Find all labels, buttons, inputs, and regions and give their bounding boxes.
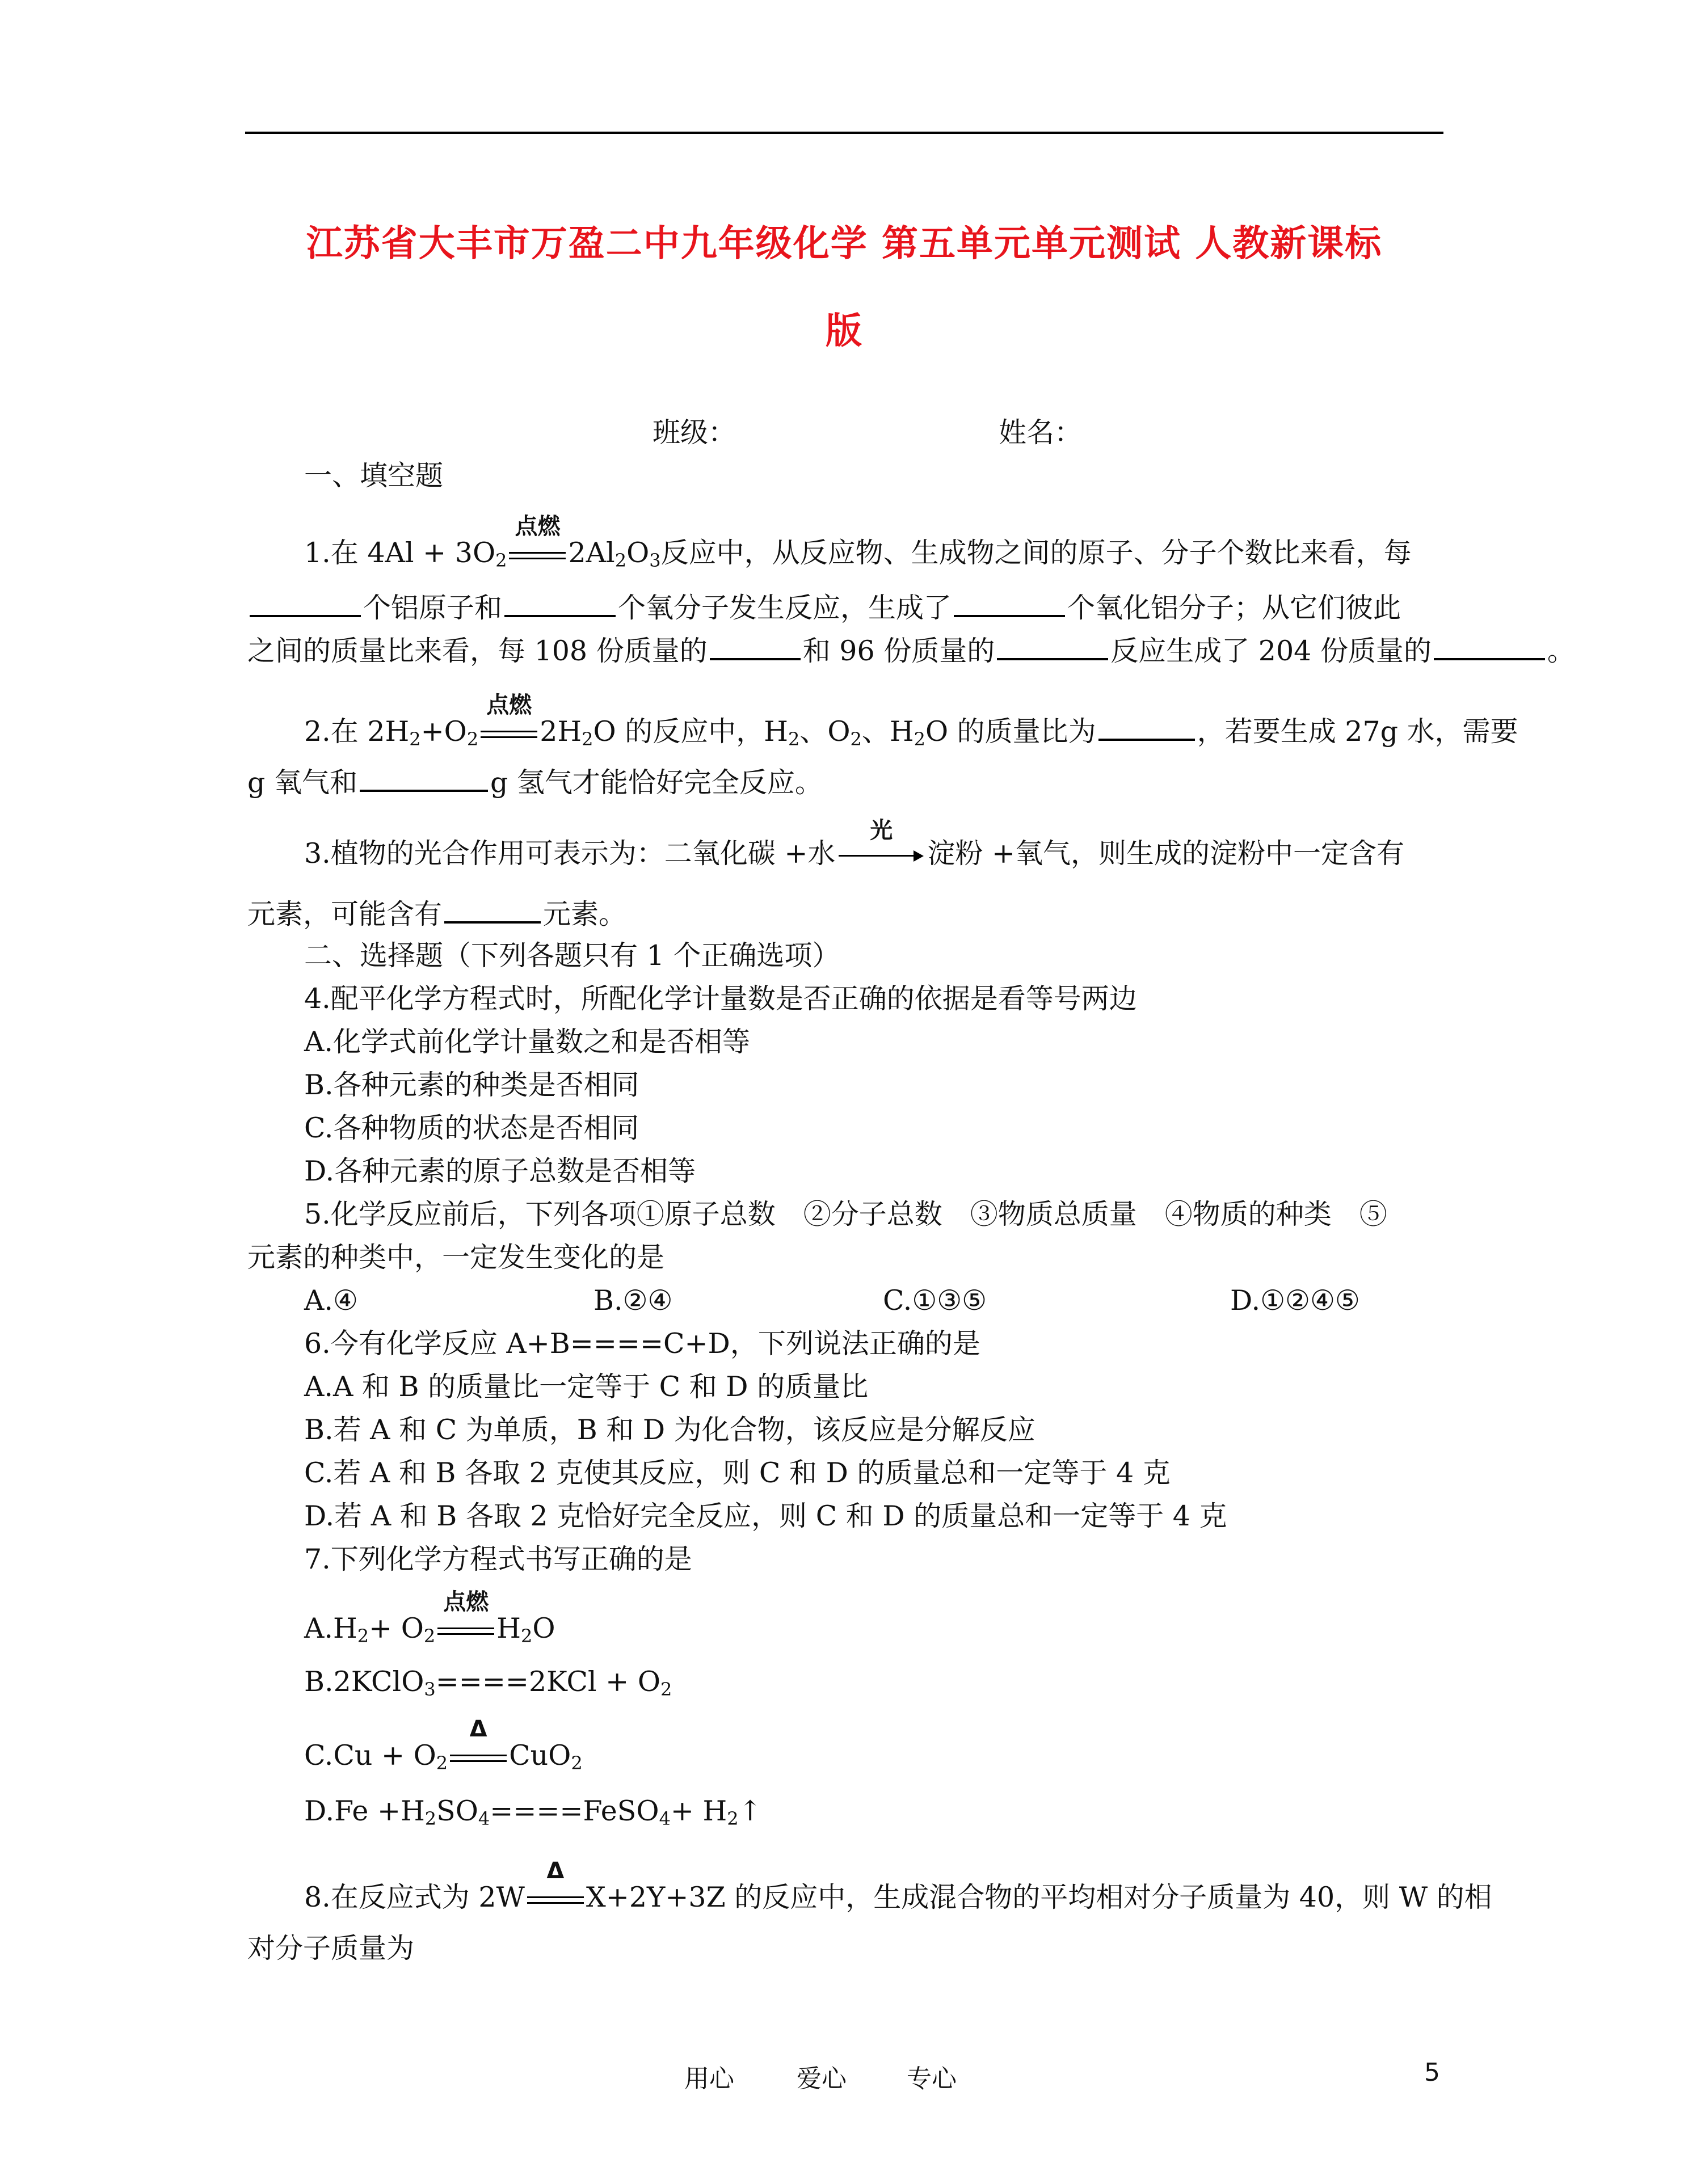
q5-option-a: A.④ <box>304 1284 358 1317</box>
up-arrow-icon: ↑ <box>738 1795 762 1827</box>
q5-option-d: D.①②④⑤ <box>1230 1284 1360 1317</box>
header-rule <box>245 132 1443 134</box>
q2-blank-1[interactable] <box>1098 711 1195 741</box>
q5-stem-line1: 5.化学反应前后，下列各项①原子总数 ②分子总数 ③物质总质量 ④物质的种类 ⑤ <box>304 1198 1387 1230</box>
name-label: 姓名： <box>999 416 1083 449</box>
q1-blank-1[interactable] <box>250 588 361 617</box>
q2-line1: 2.在 $2H_2+O_2$ 点燃 $2H_2O$ 的反应中，$H_2$、$O_2$、$H_2O$ 的质量比为 ，若要生成 27g 水，需要 <box>304 692 1518 750</box>
doc-title-line1: 江苏省大丰市万盈二中九年级化学 第五单元单元测试 人教新课标 <box>306 222 1383 265</box>
section-fill-blank: 一、填空题 <box>304 459 444 492</box>
q2-line2: g 氧气和 g 氢气才能恰好完全反应。 <box>247 762 823 800</box>
equals-sign-icon: Δ <box>527 1890 584 1910</box>
q6-option-d: D.若 A 和 B 各取 2 克恰好完全反应，则 C 和 D 的质量总和一定等于 4 克 <box>304 1500 1227 1532</box>
q5-option-b: B.②④ <box>593 1284 673 1317</box>
q6-option-a: A.A 和 B 的质量比一定等于 C 和 D 的质量比 <box>304 1371 869 1403</box>
footer-text-1: 用心 <box>684 2064 734 2093</box>
q8-line1: 8.在反应式为 2W Δ X+2Y+3Z 的反应中，生成混合物的平均相对分子质量为 40，则 W 的相 <box>304 1857 1492 1913</box>
q6-option-b: B.若 A 和 C 为单质，B 和 D 为化合物，该反应是分解反应 <box>304 1414 1035 1446</box>
q5-option-c: C.①③⑤ <box>883 1284 987 1317</box>
q1-blank-2[interactable] <box>504 588 616 617</box>
reaction-arrow-icon: 光 <box>839 846 924 866</box>
equals-sign-icon: 点燃 <box>481 724 537 744</box>
q6-option-c: C.若 A 和 B 各取 2 克使其反应，则 C 和 D 的质量总和一定等于 4 克 <box>304 1457 1171 1489</box>
q3-line2: 元素，可能含有 元素。 <box>247 894 626 932</box>
q4-stem: 4.配平化学方程式时，所配化学计量数是否正确的依据是看等号两边 <box>304 983 1137 1015</box>
q1-blank-3[interactable] <box>954 588 1065 617</box>
q1-line2: 个铝原子和 个氧分子发生反应，生成了 个氧化铝分子；从它们彼此 <box>247 588 1401 626</box>
q1-blank-6[interactable] <box>1434 631 1545 660</box>
q3-blank-1[interactable] <box>444 894 541 924</box>
q4-option-c: C.各种物质的状态是否相同 <box>304 1112 639 1144</box>
footer-text-3: 专心 <box>907 2064 957 2093</box>
footer-text-2: 爱心 <box>797 2064 847 2093</box>
page-number: 5 <box>1424 2058 1440 2087</box>
q4-option-b: B.各种元素的种类是否相同 <box>304 1069 639 1101</box>
class-label: 班级： <box>653 416 736 449</box>
q4-option-a: A.化学式前化学计量数之和是否相等 <box>304 1026 750 1058</box>
equals-sign-icon: 点燃 <box>437 1621 494 1641</box>
q1-blank-4[interactable] <box>710 631 801 660</box>
q1-line1: 1.在 $4Al + 3O_2$ 点燃 $2Al_2O_3$反应中，从反应物、生成物之间的原子、分子个数比来看，每 <box>304 513 1412 571</box>
q7-option-d: $D.Fe +H_2SO_4====FeSO_4+$ $H_2↑$ <box>304 1795 762 1829</box>
q7-option-c: $C.Cu + O_2$ Δ CuO$_2$ <box>304 1715 583 1774</box>
q7-option-a: $A.H_2+ O_2$ 点燃 $H_2O$ <box>304 1588 555 1647</box>
equals-sign-icon: Δ <box>450 1748 507 1768</box>
q7-stem: 7.下列化学方程式书写正确的是 <box>304 1543 692 1575</box>
q5-stem-line2: 元素的种类中，一定发生变化的是 <box>247 1241 665 1274</box>
q1-blank-5[interactable] <box>997 631 1108 660</box>
q7-option-b: B.2KClO$_3$====2KCl + $O_2$ <box>304 1666 672 1700</box>
q6-stem: 6.今有化学反应 A+B====C+D，下列说法正确的是 <box>304 1327 980 1360</box>
equals-sign-icon: 点燃 <box>509 545 566 566</box>
q2-blank-2[interactable] <box>360 762 488 792</box>
doc-title-line2: 版 <box>826 310 863 352</box>
q8-line2: 对分子质量为 <box>247 1932 415 1964</box>
section-multiple-choice: 二、选择题（下列各题只有 1 个正确选项） <box>304 939 840 972</box>
q3-line1: 3.植物的光合作用可表示为：二氧化碳 +水 光 淀粉 +氧气，则生成的淀粉中一定含有 <box>304 817 1405 870</box>
q4-option-d: D.各种元素的原子总数是否相等 <box>304 1155 696 1187</box>
q1-line3: 之间的质量比来看，每 108 份质量的 和 96 份质量的 反应生成了 204 份质量的 。 <box>247 631 1575 669</box>
